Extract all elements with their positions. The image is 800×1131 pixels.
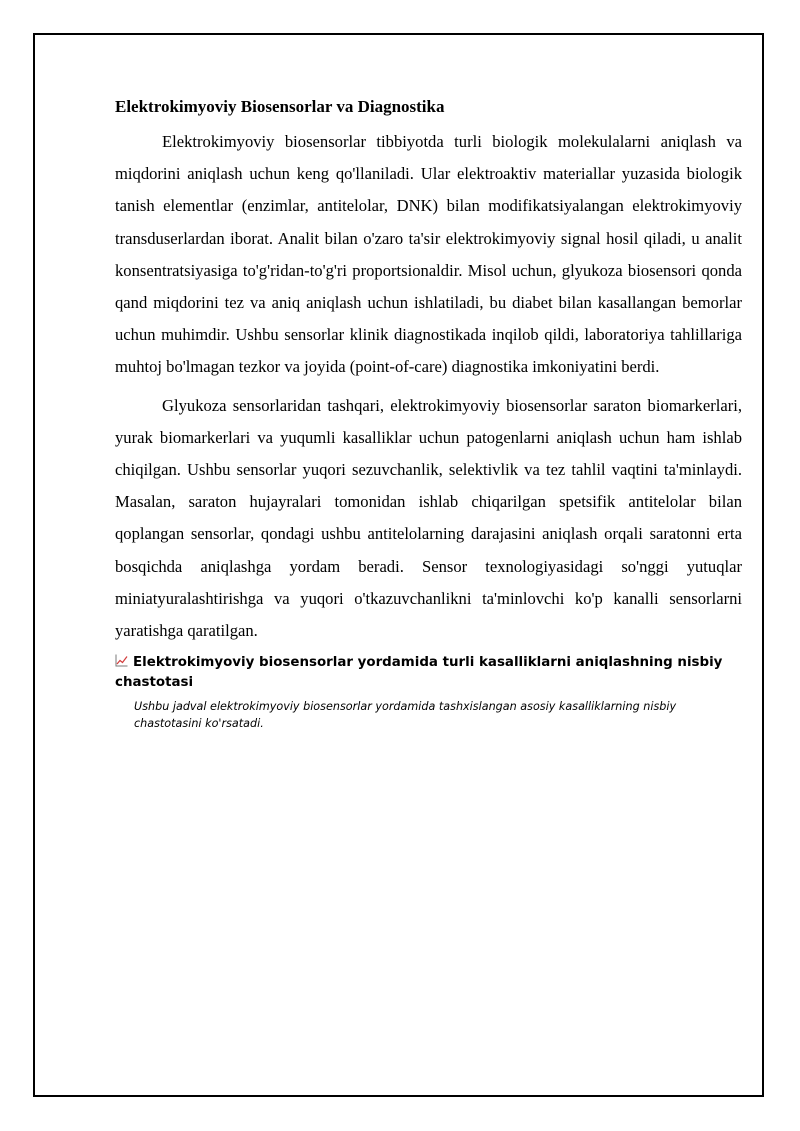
figure-title (115, 653, 742, 693)
chart-increasing-icon (115, 654, 128, 667)
section-heading: Elektrokimyoviy Biosensorlar va Diagnostika (115, 97, 445, 116)
document-body (115, 96, 742, 732)
figure-block (115, 653, 742, 732)
paragraph-1: Elektrokimyoviy biosensorlar tibbiyotda turli biologik molekulalarni aniqlash va miqdorini aniqlash uchun keng qo'llaniladi. Ular elektroaktiv materiallar yuzasida biologik tanish elementlar (enzimlar, antitelolar, DNK) bilan modifikatsiyalangan elektrokimyoviy transduserlardan iborat. Analit bilan o'zaro ta'sir elektrokimyoviy signal hosil qiladi, u analit konsentratsiyasiga to'g'ridan-to'g'ri proportsionaldir. Misol uchun, glyukoza biosensori qonda qand miqdorini tez va aniq aniqlash uchun ishlatiladi, bu diabet bilan kasallangan bemorlar uchun muhimdir. Ushbu sensorlar klinik diagnostikada inqilob qildi, laboratoriya tahlillariga muhtoj bo'lmagan tezkor va joyida (point-of-care) diagnostika imkoniyatini berdi. (115, 132, 742, 377)
paragraph-2: Glyukoza sensorlaridan tashqari, elektrokimyoviy biosensorlar saraton biomarkerlari, yurak biomarkerlari va yuqumli kasalliklar uchun patogenlarni aniqlash uchun ham ishlab chiqilgan. Ushbu sensorlar yuqori sezuvchanlik, selektivlik va tez tahlil vaqtini ta'minlaydi. Masalan, saraton hujayralari tomonidan ishlab chiqarilgan spetsifik antitelolar bilan qoplangan sensorlar, qondagi ushbu antitelolarning darajasini aniqlash orqali saratonni erta bosqichda aniqlashga yordam beradi. Sensor texnologiyasidagi so'nggi yutuqlar miniatyuralashtirishga va yuqori o'tkazuvchanlikni ta'minlovchi ko'p kanalli sensorlarni yaratishga qaratilgan. (115, 395, 742, 641)
figure-caption: Ushbu jadval elektrokimyoviy biosensorlar yordamida tashxislangan asosiy kasalliklarning nisbiy chastotasini ko'rsatadi. (134, 700, 677, 731)
figure-title-text: Elektrokimyoviy biosensorlar yordamida turli kasalliklarni aniqlashning nisbiy chastotasi (115, 655, 723, 691)
